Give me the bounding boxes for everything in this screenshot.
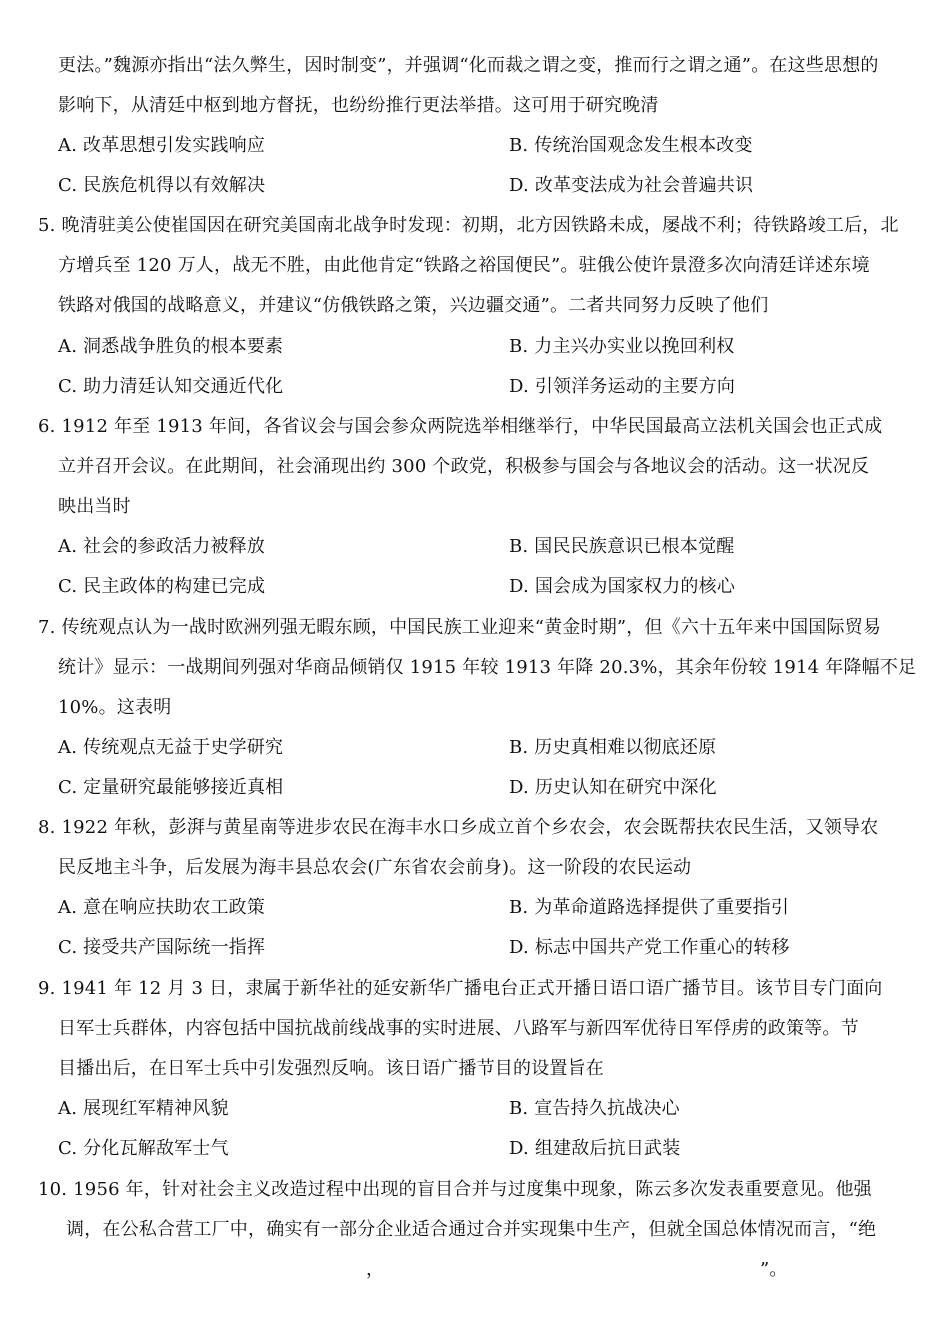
- q9-option-b: B. 宣告持久抗战决心: [509, 1098, 680, 1119]
- q4-option-c: C. 民族危机得以有效解决: [58, 175, 266, 196]
- q5-stem-line-1: 5. 晚清驻美公使崔国因在研究美国南北战争时发现：初期，北方因铁路未成，屡战不利；待铁路竣工后，北: [38, 215, 899, 236]
- q8-option-b: B. 为革命道路选择提供了重要指引: [509, 897, 790, 918]
- q6-stem-line-1: 6. 1912 年至 1913 年间，各省议会与国会参众两院选举相继举行，中华民国最高立法机关国会也正式成: [38, 416, 883, 437]
- q7-option-b: B. 历史真相难以彻底还原: [509, 737, 717, 758]
- q4-text-line-1: 更法。”魏源亦指出“法久弊生，因时制变”，并强调“化而裁之谓之变，推而行之谓之通”。在这些思想的: [58, 55, 879, 76]
- q9-option-a: A. 展现红军精神风貌: [58, 1098, 229, 1119]
- q10-blank-comma: ，: [366, 1259, 385, 1280]
- q4-text-line-2: 影响下，从清廷中枢到地方督抚，也纷纷推行更法举措。这可用于研究晚清: [58, 95, 659, 116]
- q10-stem-line-1: 10. 1956 年，针对社会主义改造过程中出现的盲目合并与过度集中现象，陈云多次发表重要意见。他强: [38, 1179, 872, 1200]
- q8-stem-line-1: 8. 1922 年秋，彭湃与黄星南等进步农民在海丰水口乡成立首个乡农会，农会既帮扶农民生活，又领导农: [38, 817, 879, 838]
- q9-stem-line-1: 9. 1941 年 12 月 3 日，隶属于新华社的延安新华广播电台正式开播日语口语广播节目。该节目专门面向: [38, 978, 883, 999]
- q6-stem-line-2: 立并召开会议。在此期间，社会涌现出约 300 个政党，积极参与国会与各地议会的活动。这一状况反: [58, 456, 870, 477]
- q8-stem-line-2: 民反地主斗争，后发展为海丰县总农会(广东省农会前身)。这一阶段的农民运动: [58, 857, 692, 878]
- q7-stem-line-2: 统计》显示：一战期间列强对华商品倾销仅 1915 年较 1913 年降 20.3%，其余年份较 1914 年降幅不足: [58, 657, 917, 678]
- q6-option-c: C. 民主政体的构建已完成: [58, 576, 266, 597]
- q8-option-d: D. 标志中国共产党工作重心的转移: [509, 937, 790, 958]
- q6-option-a: A. 社会的参政活力被释放: [58, 536, 266, 557]
- q6-option-b: B. 国民民族意识已根本觉醒: [509, 536, 735, 557]
- q7-stem-line-3: 10%。这表明: [58, 697, 172, 718]
- q9-option-d: D. 组建敌后抗日武装: [509, 1138, 681, 1159]
- q5-option-a: A. 洞悉战争胜负的根本要素: [58, 336, 284, 357]
- q5-option-b: B. 力主兴办实业以挽回利权: [509, 336, 735, 357]
- q4-option-b: B. 传统治国观念发生根本改变: [509, 135, 753, 156]
- q7-stem-line-1: 7. 传统观点认为一战时欧洲列强无暇东顾，中国民族工业迎来“黄金时期”，但《六十五年来中国国际贸易: [38, 617, 882, 638]
- q5-stem-line-3: 铁路对俄国的战略意义，并建议“仿俄铁路之策，兴边疆交通”。二者共同努力反映了他们: [58, 295, 769, 316]
- q8-option-a: A. 意在响应扶助农工政策: [58, 897, 266, 918]
- q5-option-d: D. 引领洋务运动的主要方向: [509, 376, 736, 397]
- q8-option-c: C. 接受共产国际统一指挥: [58, 937, 266, 958]
- q9-stem-line-3: 目播出后，在日军士兵中引发强烈反响。该日语广播节目的设置旨在: [58, 1058, 604, 1079]
- q5-stem-line-2: 方增兵至 120 万人，战无不胜，由此他肯定“铁路之裕国便民”。驻俄公使许景澄多次向清廷详述东境: [58, 255, 870, 276]
- q9-option-c: C. 分化瓦解敌军士气: [58, 1138, 229, 1159]
- q4-option-d: D. 改革变法成为社会普遍共识: [509, 175, 754, 196]
- q7-option-a: A. 传统观点无益于史学研究: [58, 737, 284, 758]
- q4-option-a: A. 改革思想引发实践响应: [58, 135, 266, 156]
- q5-option-c: C. 助力清廷认知交通近代化: [58, 376, 284, 397]
- q7-option-d: D. 历史认知在研究中深化: [509, 777, 717, 798]
- q10-blank-end: ”。: [760, 1259, 788, 1280]
- q6-stem-line-3: 映出当时: [58, 496, 131, 517]
- q9-stem-line-2: 日军士兵群体，内容包括中国抗战前线战事的实时进展、八路军与新四军优待日军俘虏的政策等。节: [58, 1018, 859, 1039]
- q7-option-c: C. 定量研究最能够接近真相: [58, 777, 284, 798]
- q6-option-d: D. 国会成为国家权力的核心: [509, 576, 736, 597]
- q10-stem-line-2: 调，在公私合营工厂中，确实有一部分企业适合通过合并实现集中生产，但就全国总体情况而言，“绝: [66, 1219, 877, 1240]
